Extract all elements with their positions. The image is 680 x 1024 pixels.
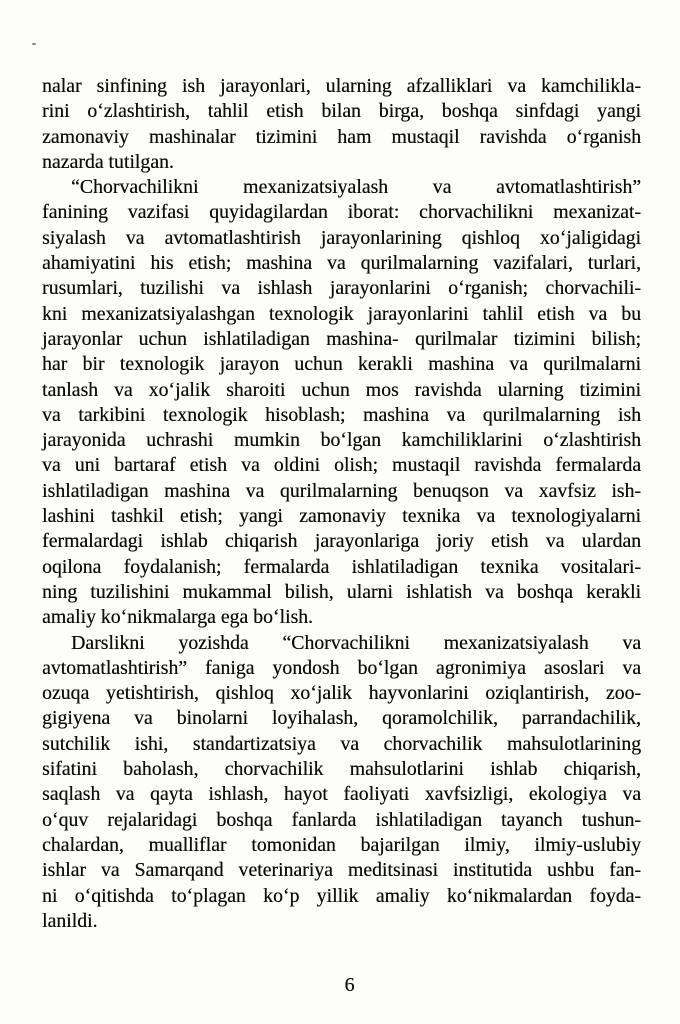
text-line: amaliy ko‘nikmalarga ega bo‘lish. <box>42 606 313 629</box>
text-line: oqilona foydalanish; fermalarda ishlatiladigan texnika vositalari- <box>42 555 641 578</box>
paragraph <box>42 175 641 630</box>
text-line: har bir texnologik jarayon uchun kerakli mashina va qurilmalarni <box>42 353 641 376</box>
text-line: kni mexanizatsiyalashgan texnologik jarayonlarini tahlil etish va bu <box>42 302 641 325</box>
text-line: rusumlari, tuzilishi va ishlash jarayonlarini o‘rganish; chorvachili- <box>42 277 641 300</box>
text-line: “Chorvachilikni mexanizatsiyalash va avtomatlashtirish” <box>71 176 641 199</box>
text-line: zamonaviy mashinalar tizimini ham mustaqil ravishda o‘rganish <box>42 125 641 148</box>
text-line: nazarda tutilgan. <box>42 150 174 173</box>
text-line: o‘quv rejalaridagi boshqa fanlarda ishlatiladigan tayanch tushun- <box>42 808 641 831</box>
text-line: lashini tashkil etish; yangi zamonaviy texnika va texnologiyalarni <box>42 505 641 528</box>
text-line: sutchilik ishi, standartizatsiya va chorvachilik mahsulotlarining <box>42 732 641 755</box>
text-line: jarayonlar uchun ishlatiladigan mashina- qurilmalar tizimini bilish; <box>42 327 641 350</box>
text-line: avtomatlashtirish” faniga yondosh bo‘lgan agronimiya asoslari va <box>42 656 641 679</box>
text-line: Darslikni yozishda “Chorvachilikni mexanizatsiyalash va <box>71 631 641 654</box>
text-line: nalar sinfining ish jarayonlari, ularning afzalliklari va kamchilikla- <box>42 75 641 97</box>
text-line: lanildi. <box>42 909 98 932</box>
text-line: fermalardagi ishlab chiqarish jarayonlariga joriy etish va ulardan <box>42 530 641 553</box>
text-line: ni o‘qitishda to‘plagan ko‘p yillik amaliy ko‘nikmalardan foyda- <box>42 884 641 907</box>
text-line: ozuqa yetishtirish, qishloq xo‘jalik hayvonlarini oziqlantirish, zoo- <box>42 682 641 705</box>
scan-artifact-dot <box>32 43 36 45</box>
text-line: rini o‘zlashtirish, tahlil etish bilan birga, boshqa sinfdagi yangi <box>42 100 641 123</box>
text-line: va tarkibini texnologik hisoblash; mashina va qurilmalarning ish <box>42 403 641 426</box>
text-line: siyalash va avtomatlashtirish jarayonlarining qishloq xo‘jaligidagi <box>42 226 641 249</box>
text-line: ning tuzilishini mukammal bilish, ularni ishlatish va boshqa kerakli <box>42 580 641 603</box>
text-line: chalardan, mualliflar tomonidan bajarilgan ilmiy, ilmiy-uslubiy <box>42 833 641 856</box>
text-line: jarayonida uchrashi mumkin bo‘lgan kamchiliklarini o‘zlashtirish <box>42 429 641 452</box>
text-line: fanining vazifasi quyidagilardan iborat: chorvachilikni mexanizat- <box>42 201 641 224</box>
page-number: 6 <box>344 974 355 996</box>
text-line: ahamiyatini his etish; mashina va qurilmalarning vazifalari, turlari, <box>42 252 641 275</box>
body-text <box>42 74 641 934</box>
paragraph <box>42 74 641 175</box>
text-line: ishlatiladigan mashina va qurilmalarning benuqson va xavfsiz ish- <box>42 479 641 502</box>
text-line: tanlash va xo‘jalik sharoiti uchun mos ravishda ularning tizimini <box>42 378 641 401</box>
text-line: sifatini baholash, chorvachilik mahsulotlarini ishlab chiqarish, <box>42 758 641 781</box>
text-line: saqlash va qayta ishlash, hayot faoliyati xavfsizligi, ekologiya va <box>42 783 641 806</box>
paragraph <box>42 631 641 935</box>
text-line: gigiyena va binolarni loyihalash, qoramolchilik, parrandachilik, <box>42 707 641 730</box>
text-line: ishlar va Samarqand veterinariya meditsinasi institutida ushbu fan- <box>42 859 641 882</box>
text-line: va uni bartaraf etish va oldini olish; mustaqil ravishda fermalarda <box>42 454 641 477</box>
